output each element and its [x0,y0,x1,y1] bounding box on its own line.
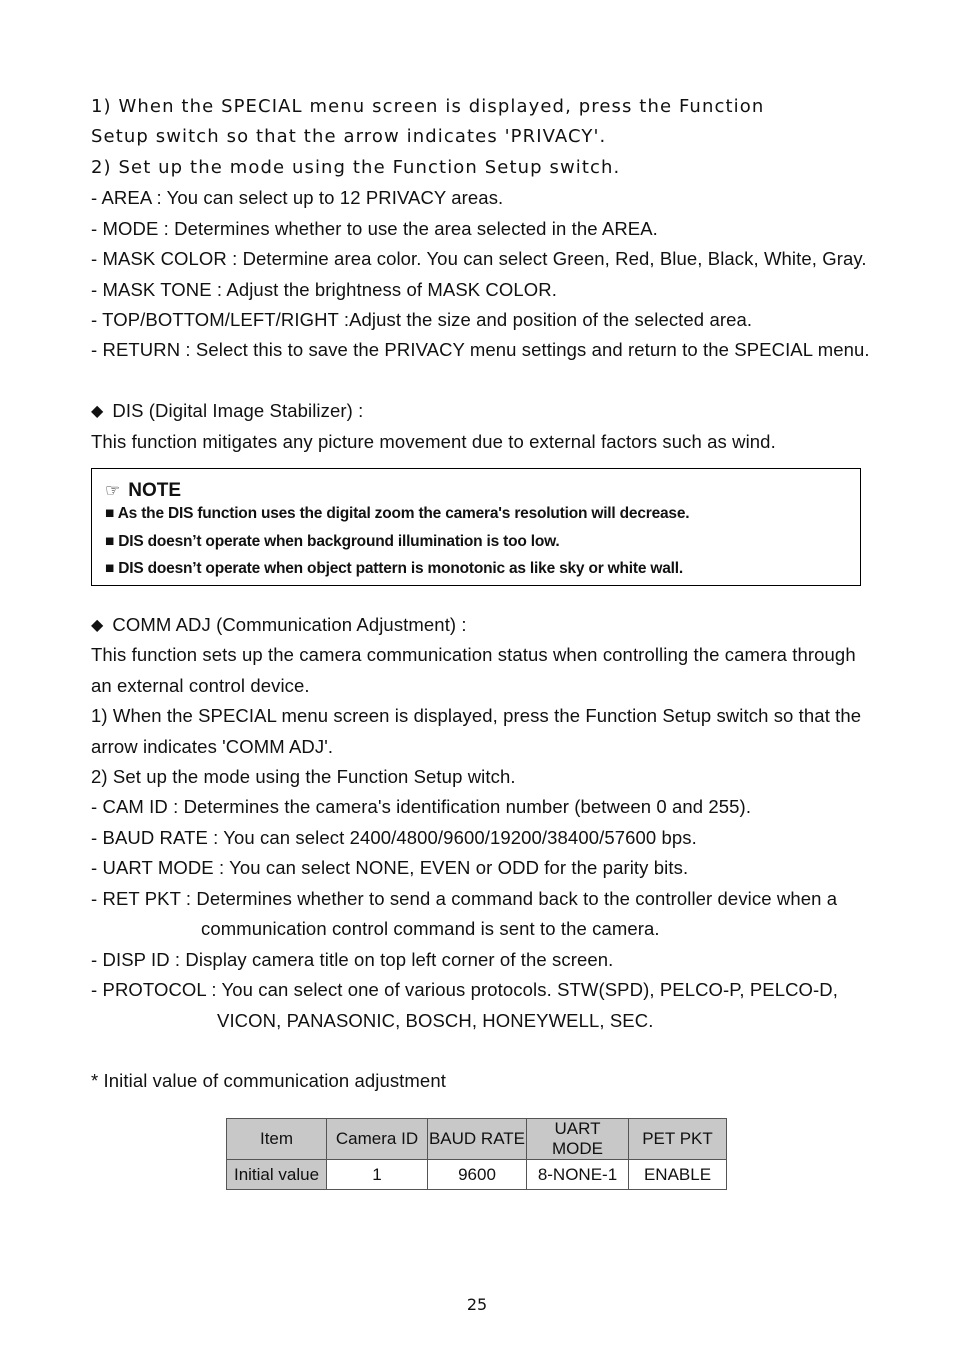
comm-item-ret-pkt-line1: - RET PKT : Determines whether to send a command back to the controller device when a [91,888,838,909]
privacy-item-mask-color: - MASK COLOR : Determine area color. You can select Green, Red, Blue, Black, White, Gray. [91,248,867,269]
comm-item-disp-id: - DISP ID : Display camera title on top left corner of the screen. [91,949,614,970]
table-header-cell: Camera ID [327,1119,428,1160]
note-line-illumination: ■ DIS doesn’t operate when background illumination is too low. [105,533,560,550]
table-cell: 1 [327,1160,428,1190]
table-cell: 8-NONE-1 [527,1160,629,1190]
dis-description: This function mitigates any picture movement due to external factors such as wind. [91,431,776,452]
note-box [91,468,861,586]
comm-step1-line1: 1) When the SPECIAL menu screen is displayed, press the Function Setup switch so that the [91,705,862,726]
comm-item-baud-rate: - BAUD RATE : You can select 2400/4800/9600/19200/38400/57600 bps. [91,827,697,848]
initial-value-caption: * Initial value of communication adjustment [91,1070,446,1091]
diamond-bullet-icon: ◆ [91,617,104,634]
comm-heading [91,614,467,638]
note-title-text: NOTE [128,480,182,501]
privacy-item-position: - TOP/BOTTOM/LEFT/RIGHT :Adjust the size and position of the selected area. [91,309,753,330]
comm-item-ret-pkt-line2: communication control command is sent to the camera. [201,918,660,939]
dis-heading [91,400,363,424]
comm-item-cam-id: - CAM ID : Determines the camera's identification number (between 0 and 255). [91,796,752,817]
privacy-item-area: - AREA : You can select up to 12 PRIVACY areas. [91,187,504,208]
table-row [227,1160,727,1190]
table-row-header-cell: Initial value [227,1160,327,1190]
comm-item-uart-mode: - UART MODE : You can select NONE, EVEN or ODD for the parity bits. [91,857,689,878]
privacy-item-mode: - MODE : Determines whether to use the area selected in the AREA. [91,218,658,239]
note-line-pattern: ■ DIS doesn’t operate when object pattern is monotonic as like sky or white wall. [105,560,683,577]
comm-item-protocol-line2: VICON, PANASONIC, BOSCH, HONEYWELL, SEC. [217,1010,654,1031]
initial-value-table [226,1118,727,1190]
table-header-row [227,1119,727,1160]
dis-heading-text: DIS (Digital Image Stabilizer) : [112,400,364,421]
comm-description-line2: an external control device. [91,675,310,696]
pointing-hand-icon: ☞ [105,481,121,500]
privacy-step1-line2: Setup switch so that the arrow indicates 'PRIVACY'. [91,126,607,147]
table-cell: ENABLE [629,1160,727,1190]
privacy-step1-line1: 1) When the SPECIAL menu screen is displayed, press the Function [91,96,765,117]
note-title [105,480,181,502]
comm-heading-text: COMM ADJ (Communication Adjustment) : [112,614,467,635]
table-header-cell: Item [227,1119,327,1160]
comm-description-line1: This function sets up the camera communication status when controlling the camera through [91,644,856,665]
comm-item-protocol-line1: - PROTOCOL : You can select one of various protocols. STW(SPD), PELCO-P, PELCO-D, [91,979,839,1000]
table-cell: 9600 [428,1160,527,1190]
table-header-cell: PET PKT [629,1119,727,1160]
diamond-bullet-icon: ◆ [91,403,104,420]
note-line-resolution: ■ As the DIS function uses the digital zoom the camera's resolution will decrease. [105,505,690,522]
privacy-step2: 2) Set up the mode using the Function Setup switch. [91,157,621,178]
table-header-cell: UART MODE [527,1119,629,1160]
privacy-item-return: - RETURN : Select this to save the PRIVACY menu settings and return to the SPECIAL menu. [91,339,870,360]
comm-step2: 2) Set up the mode using the Function Setup witch. [91,766,516,787]
table-header-cell: BAUD RATE [428,1119,527,1160]
comm-step1-line2: arrow indicates 'COMM ADJ'. [91,736,334,757]
privacy-item-mask-tone: - MASK TONE : Adjust the brightness of MASK COLOR. [91,279,557,300]
page-number: 25 [466,1295,488,1314]
